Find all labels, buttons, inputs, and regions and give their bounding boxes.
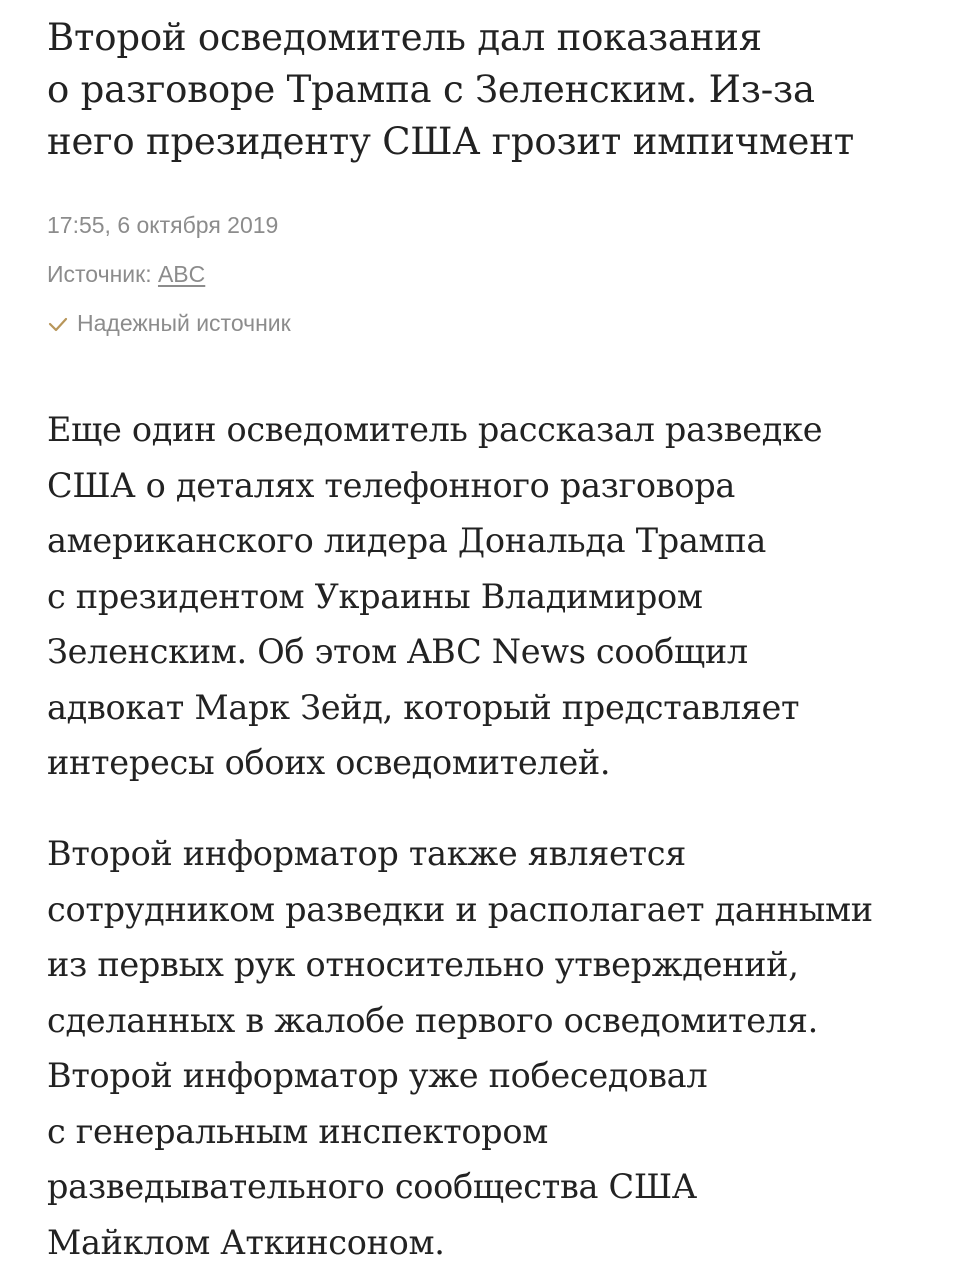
article-title [47,12,927,168]
paragraph-line: разведывательного сообщества США [47,1167,697,1206]
paragraph-line: сотрудником разведки и располагает данными [47,889,873,929]
paragraph-line: из первых рук относительно утверждений, [47,945,799,984]
paragraph-line: Еще один осведомитель рассказал разведке [47,410,823,449]
article-title-line: него президенту США грозит импичмент [47,120,854,163]
article-title-line: Второй осведомитель дал показания [47,16,762,59]
paragraph-line: США о деталях телефонного разговора [47,465,736,505]
paragraph-line: Зеленским. Об этом ABC News сообщил [47,632,748,671]
article-paragraph [47,826,873,1270]
article-source [47,261,205,288]
article-paragraph [47,402,822,791]
paragraph-line: Майклом Аткинсоном. [47,1222,445,1262]
source-label: Источник: [47,261,158,287]
paragraph-line: сделанных в жалобе первого осведомителя. [47,1000,818,1040]
check-icon [47,313,69,335]
paragraph-line: американского лидера Дональда Трампа [47,521,767,560]
paragraph-line: интересы обоих осведомителей. [47,743,611,782]
article-title-line: о разговоре Трампа с Зеленским. Из-за [47,68,815,111]
paragraph-line: с президентом Украины Владимиром [47,576,703,616]
paragraph-line: Второй информатор уже побеседовал [47,1056,708,1095]
reliable-source-badge [47,310,291,337]
reliable-source-label: Надежный источник [77,310,291,336]
paragraph-line: Второй информатор также является [47,834,687,873]
article-date: 17:55, 6 октября 2019 [47,212,279,238]
paragraph-line: с генеральным инспектором [47,1111,548,1151]
article [47,0,927,1262]
source-link[interactable]: ABC [157,261,206,287]
paragraph-line: адвокат Марк Зейд, который представляет [47,687,800,727]
